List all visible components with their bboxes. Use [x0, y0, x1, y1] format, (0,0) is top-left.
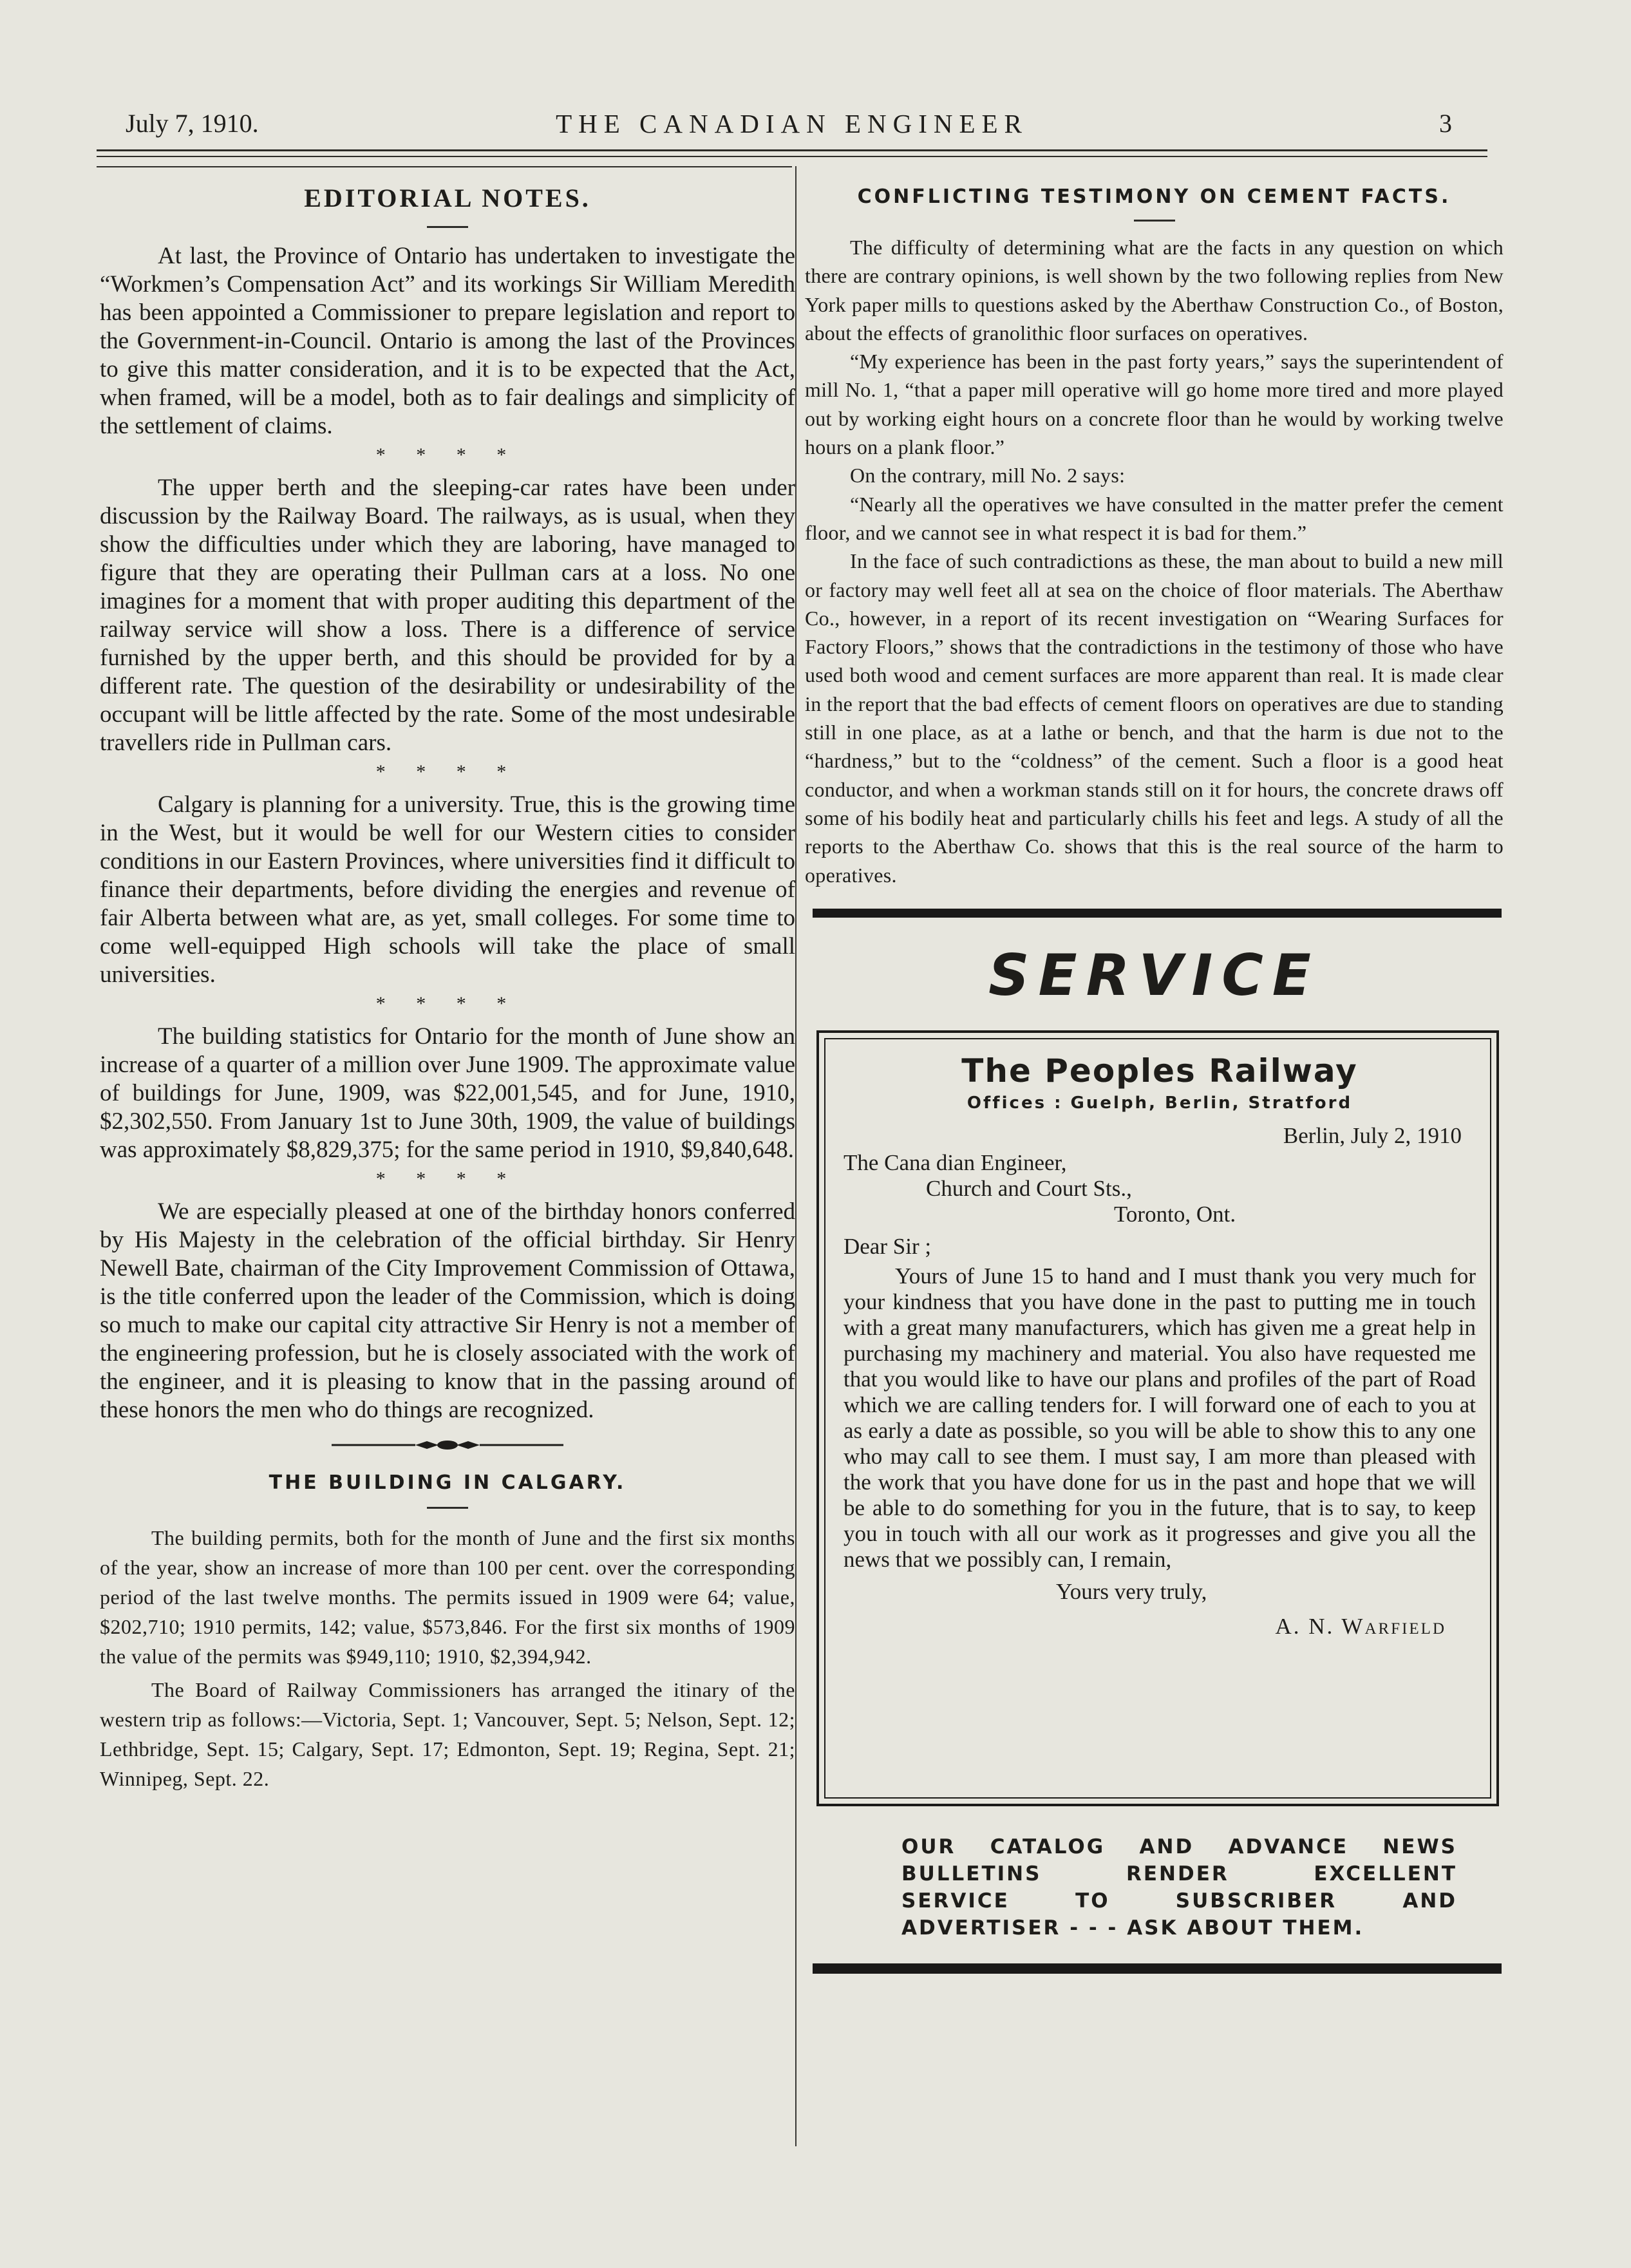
editorial-paragraph: The building statistics for Ontario for the month of June show an increase of a quarter of a million over June 1909. The approximate value of buildings for June, 1909, was $22,001,545, and for June, 1910, $2,302,550. From January 1st to June 30th, 1909, the value of buildings was approximately $8,829,375; for the same period in 1910, $9,840,648.: [100, 1023, 795, 1163]
editorial-paragraph: The upper berth and the sleeping-car rates have been under discussion by the Railway Board. The railways, as is usual, when they show the difficulties under which they are laboring, have managed to figure that they are operating their Pullman cars at a loss. No one imagines for a moment that with proper auditing this department of the railway service will show a loss. There is a difference of service furnished by the upper berth, and this should be provided for by a different rate. The question of the desirability or undesirability of the occupant will be little affected by the rate. Some of the most undesirable travellers ride in Pullman cars.: [100, 475, 795, 756]
section-stars: * * * *: [375, 993, 520, 1014]
page-header: [97, 108, 1487, 147]
building-paragraph: The building permits, both for the month of June and the first six months of the year, show an increase of more than 100 per cent. over the corresponding period of the last twelve months. The permits issued in 1909 were 64; value, $202,710; 1910 permits, 142; value, $573,846. For the first six months of 1909 the value of the permits was $949,110; 1910, $2,394,942.: [100, 1526, 795, 1668]
issue-date: July 7, 1910.: [126, 109, 259, 138]
promo-word: NEWS: [1382, 1835, 1457, 1858]
section-stars: * * * *: [375, 444, 520, 466]
promo-word: AND: [1402, 1889, 1457, 1913]
column-top-rule: [97, 166, 792, 167]
cement-paragraph: “Nearly all the operatives we have consulted in the matter prefer the cement floor, and we cannot see in what respect it is bad for them.”: [805, 492, 1504, 544]
column-divider: [795, 166, 797, 2146]
heading-rule: [427, 1507, 468, 1509]
promo-line: [901, 1833, 1457, 1860]
promo-word: RENDER: [1126, 1862, 1229, 1885]
right-column: [805, 174, 1504, 1974]
promo-word: BULLETINS: [901, 1862, 1042, 1885]
promo-word: OUR: [901, 1835, 956, 1858]
ornament-icon: [332, 1439, 563, 1451]
promo-word: TO: [1075, 1889, 1110, 1913]
promo-text: [901, 1833, 1457, 1942]
header-rule-double: [97, 156, 1487, 157]
letter-signature: A. N. Warfield: [1275, 1613, 1446, 1639]
heading-rule: [1134, 220, 1175, 222]
cement-paragraph: In the face of such contradictions as these, the man about to build a new mill or factory may well feet all at sea on the choice of floor materials. The Aberthaw Co., however, in a report of its recent investigation on “Wearing Surfaces for Factory Floors,” shows that the contradictions in the testimony of those who have used both wood and cement surfaces are more apparent than real. It is made clear in the report that the bad effects of cement floors on operatives are due to standing still in one place, as at a lathe or bench, and that the harm is due not to the “hardness,” but to the “coldness” of the cement. Such a floor is a good heat conductor, and when a workman stands still on it for hours, the concrete draws off some of his bodily heat and particularly chills his feet and legs. A study of all the reports to the Aberthaw Co. shows that this is the real source of the harm to operatives.: [805, 549, 1504, 887]
section-stars: * * * *: [375, 761, 520, 782]
letter-dateline: Berlin, July 2, 1910: [1283, 1122, 1462, 1148]
section-stars: * * * *: [375, 1168, 520, 1189]
promo-line: [901, 1860, 1457, 1887]
letter-salutation: Dear Sir ;: [844, 1233, 932, 1259]
promo-word: SUBSCRIBER: [1175, 1889, 1337, 1913]
service-banner: SERVICE: [988, 941, 1320, 1008]
page-number: 3: [1439, 109, 1452, 138]
company-offices: Offices : Guelph, Berlin, Stratford: [966, 1093, 1353, 1113]
ad-top-bar: [813, 909, 1502, 918]
editorial-paragraph: Calgary is planning for a university. True, this is the growing time in the West, but it would be well for our Western cities to consider conditions in our Eastern Provinces, where universities find it difficult to finance their departments, before dividing the energies and revenue of fair Alberta between what are, as yet, small colleges. For some time to come well-equipped High schools will take the place of small universities.: [100, 791, 795, 988]
cement-paragraph: On the contrary, mill No. 2 says:: [850, 464, 1126, 487]
promo-line: [901, 1887, 1457, 1914]
journal-title: THE CANADIAN ENGINEER: [556, 109, 1028, 138]
editorial-paragraph: We are especially pleased at one of the birthday honors conferred by His Majesty in the celebration of the official birthday. Sir Henry Newell Bate, chairman of the City Improvement Commission of Ottawa, is the title conferred upon the leader of the Commission, which is doing so much to make our capital city attractive Sir Henry is not a member of the engineering profession, but he is closely associated with the work of the engineer, and it is pleasing to know that in the passing around of these honors the men who do things are recognized.: [100, 1198, 795, 1423]
ornament-divider: [100, 1439, 795, 1455]
header-rule: [97, 149, 1487, 151]
building-heading: THE BUILDING IN CALGARY.: [269, 1471, 627, 1494]
promo-word: EXCELLENT: [1314, 1862, 1457, 1885]
promo-word: AND: [1139, 1835, 1194, 1858]
editorial-paragraph: At last, the Province of Ontario has undertaken to investigate the “Workmen’s Compensation Act” and its workings Sir William Meredith has been appointed a Commissioner to prepare legislation and report to the Government-in-Council. Ontario is among the last of the Provinces to give this matter consideration, and it is to be expected that the Act, when framed, will be a model, both as to fair dealings and simplicity of the settlement of claims.: [100, 243, 795, 439]
promo-word: ADVANCE: [1228, 1835, 1349, 1858]
letter-addressee: The Cana dian Engineer,: [844, 1149, 1067, 1175]
editorial-heading: EDITORIAL NOTES.: [304, 184, 591, 213]
letter-closing: Yours very truly,: [1056, 1578, 1207, 1604]
company-name: The Peoples Railway: [961, 1052, 1358, 1090]
ad-bottom-bar: [813, 1963, 1502, 1974]
conflicting-heading: CONFLICTING TESTIMONY ON CEMENT FACTS.: [857, 185, 1451, 208]
heading-rule: [427, 226, 468, 228]
building-paragraph: The Board of Railway Commissioners has arranged the itinary of the western trip as follows:—Victoria, Sept. 1; Vancouver, Sept. 5; Nelson, Sept. 12; Lethbridge, Sept. 15; Calgary, Sept. 17; Edmonton, Sept. 19; Regina, Sept. 21; Winnipeg, Sept. 22.: [100, 1678, 795, 1790]
promo-line: ADVERTISER - - - ASK ABOUT THEM.: [901, 1916, 1364, 1940]
promo-word: CATALOG: [990, 1835, 1106, 1858]
cement-paragraph: The difficulty of determining what are the facts in any question on which there are contrary opinions, is well shown by the two following replies from New York paper mills to questions asked by the Aberthaw Construction Co., of Boston, about the effects of granolithic floor surfaces on operatives.: [805, 236, 1504, 345]
left-column: [100, 174, 795, 1793]
letter-city: Toronto, Ont.: [1114, 1201, 1236, 1227]
testimonial-letter: [816, 1030, 1499, 1806]
promo-word: SERVICE: [901, 1889, 1010, 1913]
letter-body: Yours of June 15 to hand and I must thank you very much for your kindness that you have done in the past to putting me in touch with a great many manufacturers, which has given me a great help in purchasing my machinery and material. You also have requested me that you would like to have our plans and profiles of the part of Road which we are calling tenders for. I will forward one of each to you at as early a date as possible, so you will be able to show this to any one who may call to see them. I must say, I am more than pleased with the work that you have done for us in the past and hope that we will be able to do something for you in the future, that is to say, to keep you in touch with all our work as it progresses and give you all the news that we possibly can, I remain,: [844, 1263, 1476, 1572]
letter-street: Church and Court Sts.,: [926, 1175, 1132, 1201]
cement-paragraph: “My experience has been in the past forty years,” says the superintendent of mill No. 1, “that a paper mill operative will go home more tired and more played out by working eight hours on a concrete floor than he would by working twelve hours on a plank floor.”: [805, 350, 1504, 459]
